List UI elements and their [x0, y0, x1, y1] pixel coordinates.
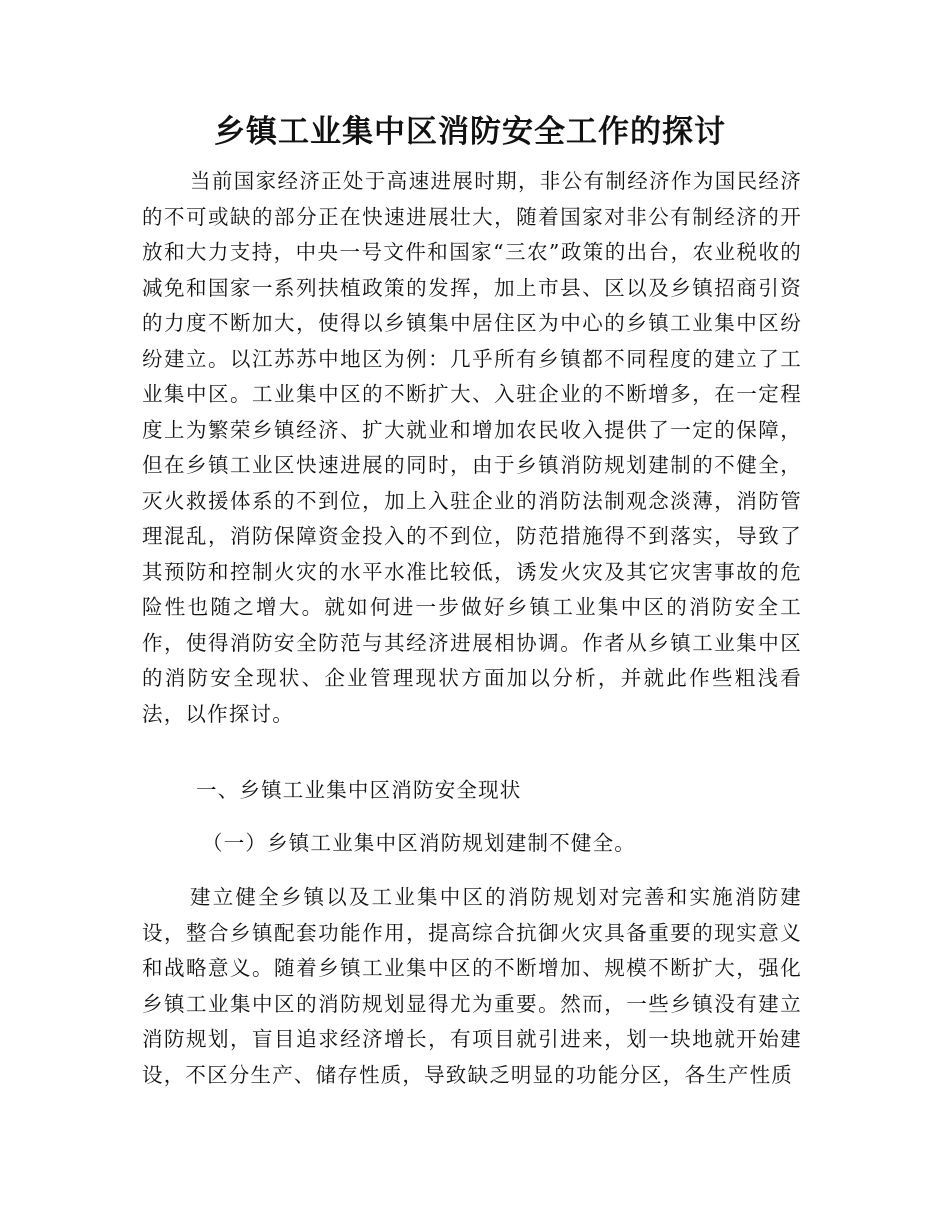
subsection-heading: （一）乡镇工业集中区消防规划建制不健全。	[202, 831, 636, 855]
document-title: 乡镇工业集中区消防安全工作的探讨	[214, 114, 726, 150]
section-heading: 一、乡镇工业集中区消防安全现状	[196, 778, 522, 802]
intro-paragraph: 当前国家经济正处于高速进展时期，非公有制经济作为国民经济的不可或缺的部分正在快速进展壮大，随着国家对非公有制经济的开放和大力支持，中央一号文件和国家“三农”政策的出台，农业税收的减免和国家一系列扶植政策的发挥，加上市县、区以及乡镇招商引资的力度不断加大，使得以乡镇集中居住区为中心的乡镇工业集中区纷纷建立。以江苏苏中地区为例：几乎所有乡镇都不同程度的建立了工业集中区。工业集中区的不断扩大、入驻企业的不断增多，在一定程度上为繁荣乡镇经济、扩大就业和增加农民收入提供了一定的保障，但在乡镇工业区快速进展的同时，由于乡镇消防规划建制的不健全，灭火救援体系的不到位，加上入驻企业的消防法制观念淡薄，消防管理混乱，消防保障资金投入的不到位，防范措施得不到落实，导致了其预防和控制火灾的水平水准比较低，诱发火灾及其它灾害事故的危险性也随之增大。就如何进一步做好乡镇工业集中区的消防安全工作，使得消防安全防范与其经济进展相协调。作者从乡镇工业集中区的消防安全现状、企业管理现状方面加以分析，并就此作些粗浅看法，以作探讨。	[142, 169, 802, 726]
body-paragraph: 建立健全乡镇以及工业集中区的消防规划对完善和实施消防建设，整合乡镇配套功能作用，提高综合抗御火灾具备重要的现实意义和战略意义。随着乡镇工业集中区的不断增加、规模不断扩大，强化乡镇工业集中区的消防规划显得尤为重要。然而，一些乡镇没有建立消防规划，盲目追求经济增长，有项目就引进来，划一块地就开始建设，不区分生产、储存性质，导致缺乏明显的功能分区，各生产性质	[142, 885, 802, 1087]
